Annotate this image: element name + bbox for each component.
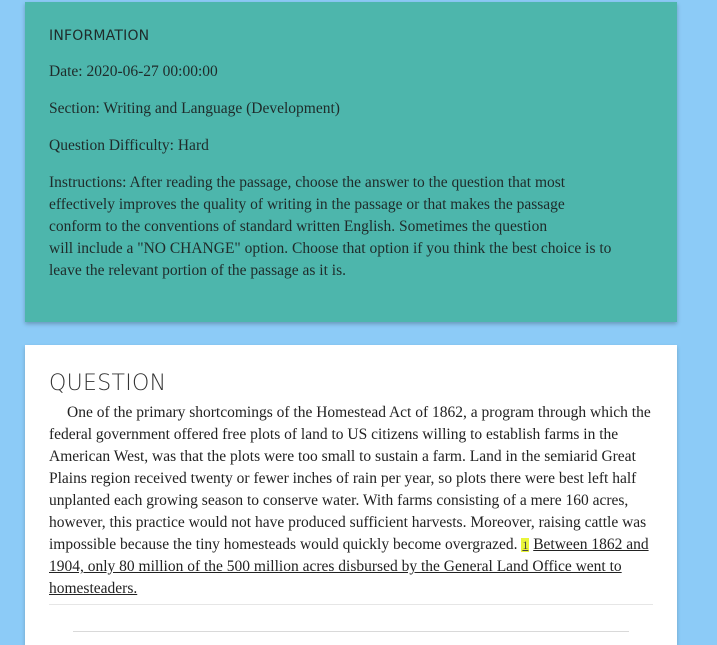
section-text: Section: Writing and Language (Development) (49, 100, 340, 117)
question-panel (25, 345, 677, 645)
date-text: Date: 2020-06-27 00:00:00 (49, 63, 218, 80)
information-panel (25, 2, 677, 322)
difficulty-text: Question Difficulty: Hard (49, 137, 209, 154)
question-heading: QUESTION (49, 371, 167, 396)
passage (49, 402, 653, 605)
information-heading: INFORMATION (49, 28, 150, 44)
question-marker[interactable]: 1 (522, 538, 529, 552)
passage-text: One of the primary shortcomings of the Homestead Act of 1862, a program through which the federal government offered free plots of land to US citizens willing to establish farms in the American West, was that the plots were too small to sustain a farm. Land in the semiarid Great Plains region received twenty or fewer inches of rain per year, so plots there were best left half unplanted each growing season to conserve water. With farms consisting of a mere 160 acres, however, this practice would not have produced sufficient harvests. Moreover, raising cattle was impossible because the tiny homesteads would quickly become overgrazed. (49, 404, 651, 553)
underlined-portion: Between 1862 and 1904, only 80 million of the 500 million acres disbursed by the General Land Office went to homesteaders. (49, 536, 649, 597)
instructions-text: Instructions: After reading the passage, choose the answer to the question that most effectively improves the quality of writing in the passage or that makes the passage conform to the conventions of standard written English. Sometimes the question will include a "NO CHANGE" option. Choose that option if you think the best choice is to leave the relevant portion of the passage as it is. (49, 174, 612, 279)
